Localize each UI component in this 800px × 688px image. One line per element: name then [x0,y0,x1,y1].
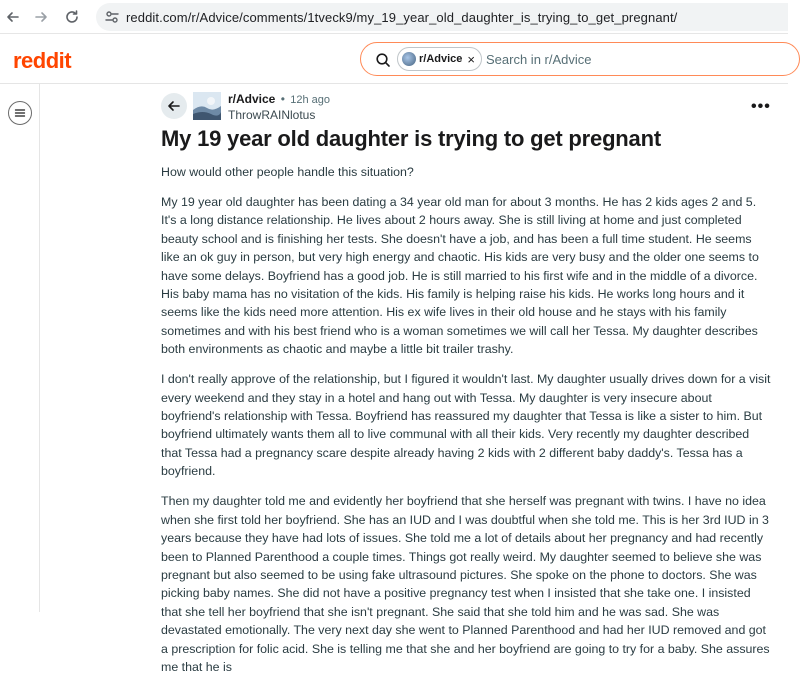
address-bar[interactable] [96,3,788,31]
subreddit-avatar-icon [193,92,221,120]
browser-toolbar [0,0,788,34]
back-button[interactable] [161,93,187,119]
url-text[interactable]: reddit.com/r/Advice/comments/1tveck9/my_19_year_old_daughter_is_trying_to_get_pregnant/ [126,10,678,25]
search-bar[interactable] [360,42,800,76]
reload-icon[interactable] [61,6,83,28]
post-paragraph: My 19 year old daughter has been dating a 34 year old man for about 3 months. He has 2 kids ages 2 and 5. It's a long distance relationship. He lives about 2 hours away. She is still living at home and just completed beauty school and is finishing her tests. She doesn't have a job, and has been a full time student. He seems like an ok guy in person, but very high energy and chaotic. His kids are very busy and the older one seems to have some delays. Boyfriend has a good job. He is still married to his first wife and in the middle of a divorce. His baby mama has no visitation of the kids. His family is helping raise his kids. He works long hours and it seems like the kids need more attention. His ex wife lives in their old house and he stays with his family sometimes and with his best friend who is a woman sometimes we will call her Tessa. My daughter describes both environments as chaotic and maybe a little bit trailer trashy. [161,195,759,357]
meta-separator: • [280,92,285,106]
post-paragraph: I don't really approve of the relationship, but I figured it wouldn't last. My daughter usually drives down for a visit every weekend and they stay in a hotel and hang out with Tessa. My daughter is very insecure about boyfriend's relationship with Tessa. Boyfriend has reassured my daughter that Tessa is like a sister to him. But boyfriend ultimately wants them all to live communal with all their kids. Very recently my daughter described that Tessa had a pregnancy scare despite already having 2 kids with 2 different baby daddy's. Tessa has a boyfriend. [161,372,771,479]
search-scope-label: r/Advice [419,53,463,65]
site-info-icon[interactable] [104,9,120,25]
subreddit-name[interactable]: r/Advice [228,92,276,106]
post-paragraph: How would other people handle this situation? [161,165,414,179]
post-time: 12h ago [290,94,331,106]
left-sidebar [0,84,40,612]
post-author[interactable]: ThrowRAINlotus [228,108,316,122]
back-arrow-icon [167,99,181,113]
search-scope-chip[interactable] [397,47,482,71]
post-meta [228,92,330,106]
post-title: My 19 year old daughter is trying to get pregnant [161,126,661,151]
menu-button[interactable] [8,101,32,125]
post-paragraph: Then my daughter told me and evidently her boyfriend that she herself was pregnant with twins. I have no idea when she first told her boyfriend. She has an IUD and I was doubtful when she told me. This is her 3rd IUD in 3 years because they have had lots of issues. She told me a lot of details about her pregnancy and had recently been to Planned Parenthood a couple times. Things got really weird. My daughter seemed to believe she was pregnant but also seemed to be using fake ultrasound pictures. She spoke on the phone to doctors. She was picking baby names. She did not have a positive pregnancy test when I insisted that she take one. I insisted that she tell her boyfriend that she isn't pregnant. She said that she told him and he was sad. She was devastated emotionally. The very next day she went to Planned Parenthood and had her IUD removed and got a prescription for folic acid. She is telling me that she and her boyfriend are going to try for a baby. She assures me that he is [161,494,770,674]
reddit-logo[interactable]: reddit [13,48,72,73]
forward-arrow-icon[interactable] [30,6,52,28]
hamburger-icon [14,107,26,119]
post-body [161,163,773,688]
more-options-button[interactable]: ••• [751,98,771,115]
subreddit-avatar-icon [402,52,416,66]
search-icon [375,52,391,68]
site-header [0,34,788,84]
subreddit-avatar[interactable] [193,92,221,120]
back-arrow-icon[interactable] [2,6,24,28]
search-input[interactable]: Search in r/Advice [486,52,592,67]
close-icon[interactable]: × [467,51,476,67]
